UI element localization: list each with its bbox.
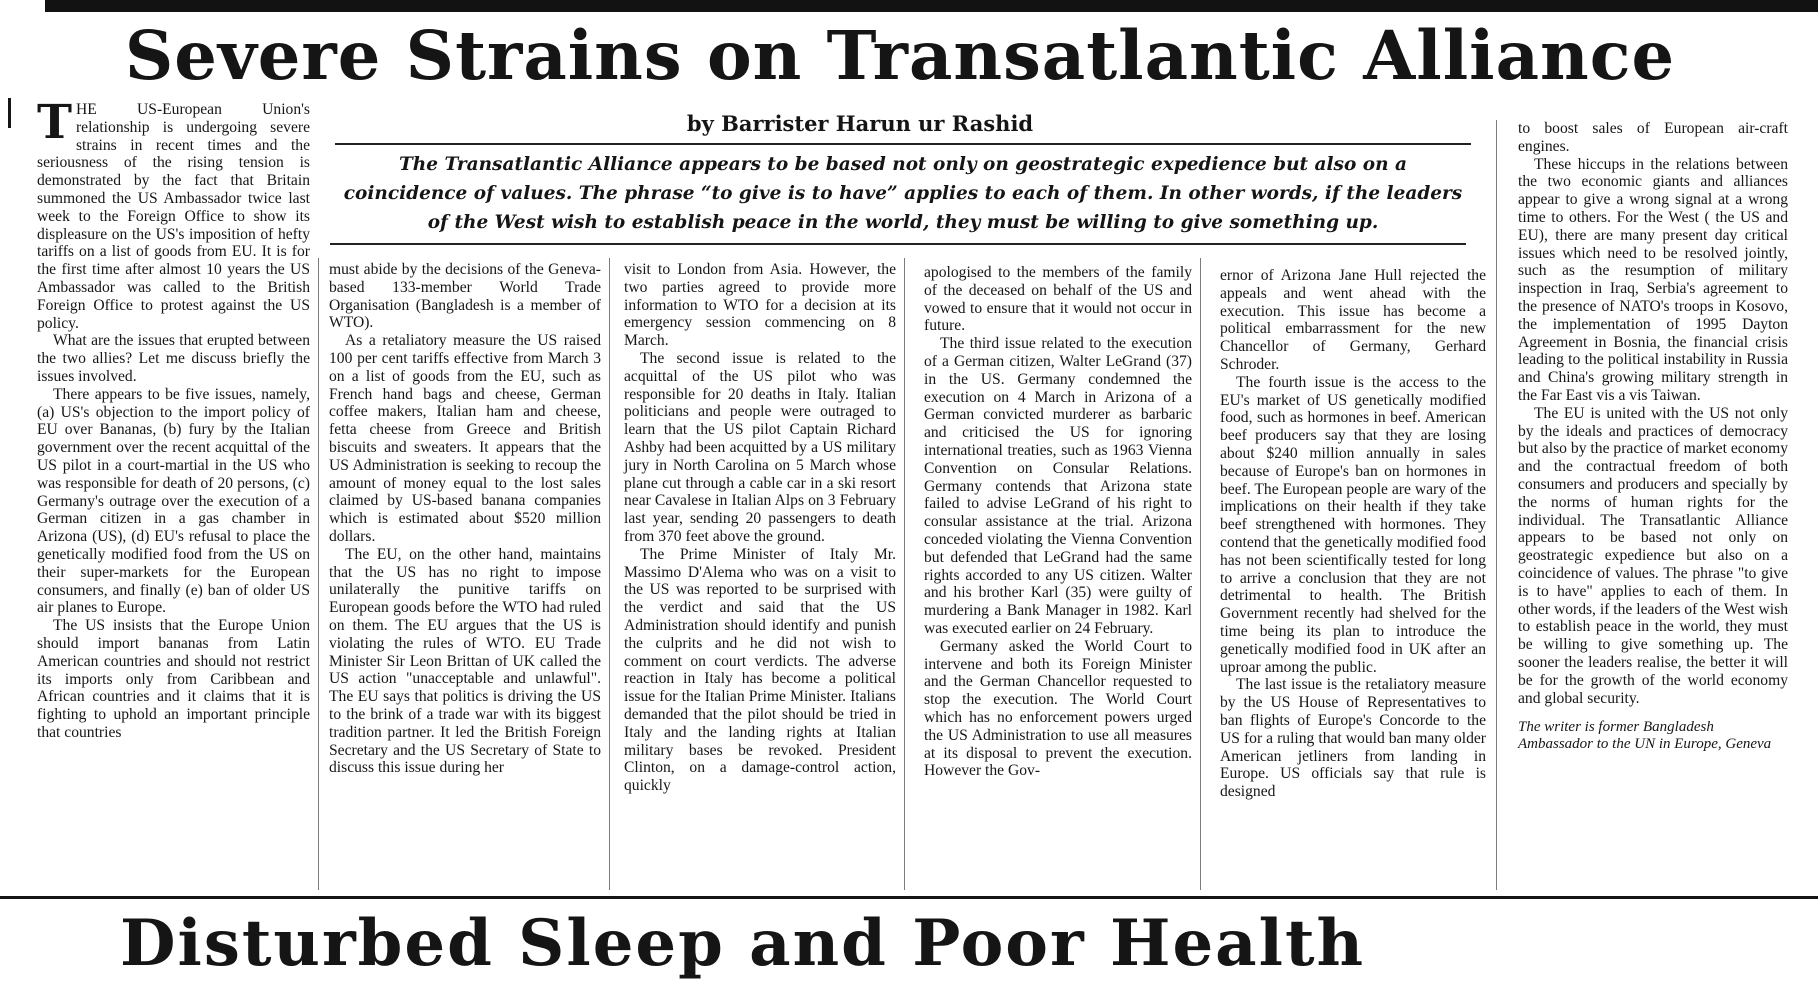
deck-pull-quote: The Transatlantic Alliance appears to be based not only on geostrategic expedience but also on a coincidence of values. The phrase “to give is to have” applies to each of them. In other words, if the leaders of the West wish to establish peace in the world, they must be willing to give something up. bbox=[343, 154, 1463, 233]
bottom-rule bbox=[0, 896, 1818, 899]
column-1-paragraph-3: There appears to be five issues, namely, (a) US's objection to the import policy of EU over Bananas, (b) fury by the Italian government over the recent acquittal of the US pilot in a court-martial in the US who was responsible for death of 20 persons, (c) Germany's outrage over the execution of a German citizen in a gas chamber in Arizona (US), (d) EU's refusal to place the genetically modified food from the US on their super-markets for the European consumers, and finally (e) ban of older US air planes to Europe. bbox=[37, 385, 310, 617]
column-6-paragraph-2: These hiccups in the relations between the two economic giants and alliances appear to give a wrong signal at a wrong time to others. For the West ( the US and EU), there are many present day critical issues which need to be resolved jointly, such as the resumption of military inspection in Iraq, Serbia's agreement to the presence of NATO's troops in Kosovo, the implementation of 1995 Dayton Agreement in Bosnia, the financial crisis leading to the political instability in Russia and China's growing military strength in the Far East vis a vis Taiwan. bbox=[1518, 155, 1788, 404]
column-divider bbox=[904, 258, 905, 890]
left-margin-mark bbox=[8, 98, 11, 128]
column-3-paragraph-1: visit to London from Asia. However, the two parties agreed to provide more information to WTO for a decision at its emergency session commencing on 8 March. bbox=[624, 261, 896, 350]
column-4-paragraph-2: The third issue related to the execution of a German citizen, Walter LeGrand (37) in the US. Germany condemned the execution on 4 March in Arizona of a German convicted murderer as barbaric and criticised the US for ignoring international treaties, such as 1963 Vienna Convention on Consular Relations. Germany contends that Arizona state failed to advise LeGrand of his right to consular assistance at the trial. Arizona conceded violating the Vienna Convention but defended that LeGrand had the same rights accorded to any US citizen. Walter and his brother Karl (35) were guilty of murdering a Bank Manager in 1982. Karl was executed earlier on 24 February. bbox=[924, 335, 1192, 637]
next-article-headline: Disturbed Sleep and Poor Health bbox=[120, 906, 1366, 981]
deck-rule-top bbox=[335, 143, 1471, 145]
column-3 bbox=[624, 261, 896, 795]
column-5 bbox=[1220, 267, 1486, 801]
column-5-paragraph-1: ernor of Arizona Jane Hull rejected the appeals and went ahead with the execution. This issue has become a political embarrassment for the new Chancellor of Germany, Gerhard Schroder. bbox=[1220, 267, 1486, 373]
column-2 bbox=[329, 261, 601, 777]
column-2-paragraph-2: As a retaliatory measure the US raised 100 per cent tariffs effective from March 3 on a list of goods from the EU, such as French hand bags and cheese, German coffee makers, Italian ham and cheese, fetta cheese from Greece and British biscuits and sweaters. It appears that the US Administration is seeking to recoup the amount of money equal to the lost sales claimed by US-based banana companies which is estimated about $520 million dollars. bbox=[329, 332, 601, 545]
column-3-paragraph-3: The Prime Minister of Italy Mr. Massimo D'Alema who was on a visit to the US was reported to be surprised with the verdict and said that the US Administration should identify and punish the culprits and he did not wish to comment on court verdicts. The adverse reaction in Italy has become a political issue for the Italian Prime Minister. Italians demanded that the pilot should be tried in Italy and the landing rights at Italian military bases be revoked. President Clinton, on a damage-control action, quickly bbox=[624, 545, 896, 795]
column-5-paragraph-3: The last issue is the retaliatory measure by the US House of Representatives to ban flights of Europe's Concorde to the US for a ruling that would ban many older American jetliners from landing in Europe. US officials say that rule is designed bbox=[1220, 676, 1486, 801]
column-1-paragraph-4: The US insists that the Europe Union should import bananas from Latin American countries and should not restrict its imports only from Caribbean and African countries and it claims that it is fighting to uphold an important principle that countries bbox=[37, 617, 310, 741]
column-1 bbox=[37, 95, 310, 742]
column-divider bbox=[609, 258, 610, 890]
column-6 bbox=[1518, 120, 1788, 753]
column-1-paragraph-1-text: HE US-European Union's relationship is undergoing severe strains in recent times and the seriousness of the rising tension is demonstrated by the fact that Britain summoned the US Ambassador twice last week to the Foreign Office to show its displeasure on the US's imposition of hefty tariffs on a list of goods from EU. It is for the first time after almost 10 years the US Ambassador was called to the British Foreign Office to protest against the US policy. bbox=[37, 101, 310, 332]
column-3-paragraph-2: The second issue is related to the acquittal of the US pilot who was responsible for 20 deaths in Italy. Italian politicians and people were outraged to learn that the US pilot Captain Richard Ashby had been acquitted by a US military jury in North Carolina on 5 March whose plane cut through a cable car in a ski resort near Cavalese in Italian Alps on 3 February last year, sending 20 passengers to death from 370 feet above the ground. bbox=[624, 349, 896, 545]
drop-cap: T bbox=[37, 95, 72, 150]
deck-rule-bottom bbox=[330, 243, 1466, 245]
column-6-paragraph-3: The EU is united with the US not only by the ideals and practices of democracy but also by the practice of market economy and the contractual freedom of both consumers and producers and specially by the norms of human rights for the individual. The Transatlantic Alliance appears to be based not only on geostrategic expedience but also on a coincidence of values. The phrase "to give is to have" applies to each of them. In other words, if the leaders of the West wish to establish peace in the world, they must be willing to give something up. The sooner the leaders realise, the better it will be for the growth of the world economy and global security. bbox=[1518, 404, 1788, 707]
byline: by Barrister Harun ur Rashid bbox=[686, 111, 1034, 136]
headline: Severe Strains on Transatlantic Alliance bbox=[124, 16, 1676, 95]
column-divider bbox=[1200, 258, 1201, 890]
column-2-paragraph-1: must abide by the decisions of the Geneva-based 133-member World Trade Organisation (Bangladesh is a member of WTO). bbox=[329, 261, 601, 332]
column-4 bbox=[924, 264, 1192, 780]
next-article-headline-clip bbox=[120, 906, 1366, 981]
column-5-paragraph-2: The fourth issue is the access to the EU's market of US genetically modified food, such as hormones in beef. American beef producers say that they are losing about $240 million annually in sales because of Europe's ban on hormones in beef. The European people are wary of the implications on their health if they take beef strengthened with hormones. They contend that the genetically modified food has not been scientifically tested for long to arrive a conclusion that they are not detrimental to health. The British Government recently had shelved for the time being its plan to introduce the genetically modified food in UK after an uproar among the public. bbox=[1220, 373, 1486, 676]
column-1-paragraph-2: What are the issues that erupted between the two allies? Let me discuss briefly the issues involved. bbox=[37, 332, 310, 385]
column-1-paragraph-1 bbox=[37, 95, 310, 332]
column-4-paragraph-3: Germany asked the World Court to intervene and both its Foreign Minister and the German Chancellor requested to stop the execution. The World Court which has no enforcement powers urged the US Administration to use all measures at its disposal to prevent the execution. However the Gov- bbox=[924, 637, 1192, 780]
column-divider bbox=[1496, 120, 1497, 890]
author-credit: The writer is former Bangladesh Ambassador to the UN in Europe, Geneva bbox=[1518, 719, 1772, 753]
column-6-paragraph-1: to boost sales of European air-craft engines. bbox=[1518, 120, 1788, 155]
column-4-paragraph-1: apologised to the members of the family of the deceased on behalf of the US and vowed to ensure that it would not occur in future. bbox=[924, 264, 1192, 335]
column-divider bbox=[318, 258, 319, 890]
column-2-paragraph-3: The EU, on the other hand, maintains that the US has no right to impose unilaterally the punitive tariffs on European goods before the WTO had ruled on them. The EU argues that the US is violating the rules of WTO. EU Trade Minister Sir Leon Brittan of UK called the US action "unacceptable and unlawful". The EU says that politics is driving the US to the brink of a trade war with its biggest tradition partner. It led the British Foreign Secretary and the US Secretary of State to discuss this issue during her bbox=[329, 545, 601, 777]
